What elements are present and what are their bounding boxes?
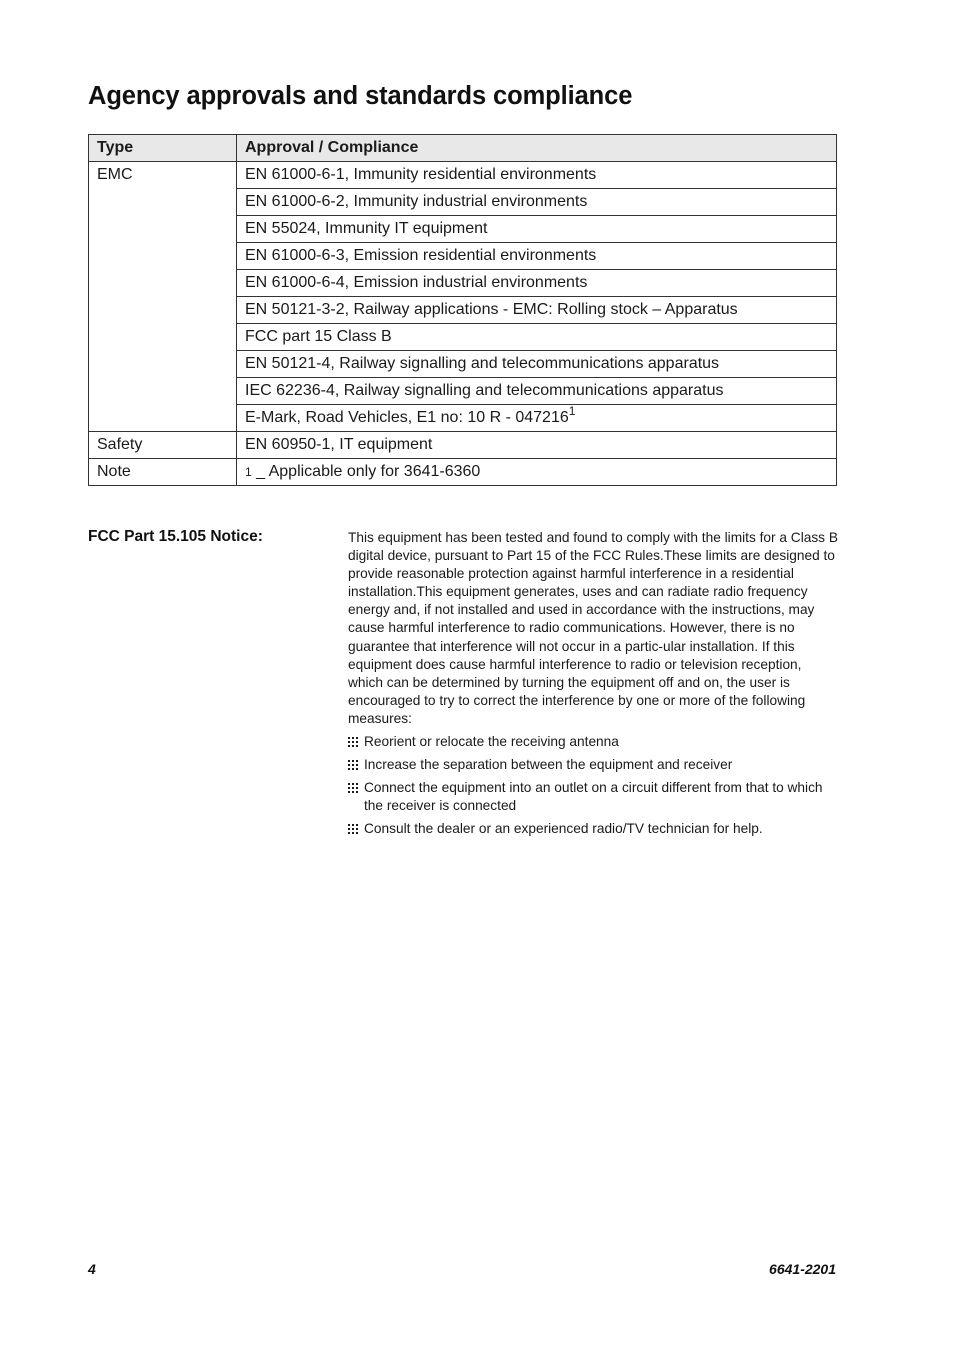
approval-cell-emark <box>237 405 837 432</box>
page-number: 4 <box>88 1261 96 1277</box>
table-row <box>89 432 837 459</box>
note-cell <box>237 459 837 486</box>
page-title: Agency approvals and standards compliance <box>88 82 633 110</box>
type-cell-emc: EMC <box>89 162 237 432</box>
approval-cell: EN 50121-4, Railway signalling and telecommunications apparatus <box>237 351 837 378</box>
column-header-approval: Approval / Compliance <box>237 135 837 162</box>
list-item <box>348 733 838 751</box>
list-item <box>348 756 838 774</box>
type-cell-safety: Safety <box>89 432 237 459</box>
measures-list <box>348 733 838 838</box>
approval-cell: EN 61000-6-3, Emission residential environments <box>237 243 837 270</box>
table-row <box>89 459 837 486</box>
bullet-icon <box>348 783 358 793</box>
column-header-type: Type <box>89 135 237 162</box>
list-item <box>348 779 838 815</box>
document-number: 6641-2201 <box>769 1261 836 1277</box>
bullet-icon <box>348 824 358 834</box>
fcc-notice <box>348 529 838 844</box>
approvals-table <box>88 134 837 486</box>
type-cell-note: Note <box>89 459 237 486</box>
bullet-icon <box>348 737 358 747</box>
fcc-heading: FCC Part 15.105 Notice: <box>88 528 263 545</box>
list-item <box>348 820 838 838</box>
approval-cell: EN 61000-6-1, Immunity residential environments <box>237 162 837 189</box>
footnote-marker: 1 <box>245 465 252 479</box>
measure-text: Reorient or relocate the receiving antenna <box>364 734 619 750</box>
fcc-paragraph: This equipment has been tested and found to comply with the limits for a Class B digital device, pursuant to Part 15 of the FCC Rules.These limits are designed to provide reasonable protection against harmful interference in a residential installation.This equipment generates, uses and can radiate radio frequency energy and, if not installed and used in accordance with the instructions, may cause harmful interference to radio communications. However, there is no guarantee that interference will not occur in a partic-ular installation. If this equipment does cause harmful interference to radio or television reception, which can be determined by turning the equipment off and on, the user is encouraged to try to correct the interference by one or more of the following measures: <box>348 530 838 726</box>
approval-cell: IEC 62236-4, Railway signalling and telecommunications apparatus <box>237 378 837 405</box>
table-row <box>89 162 837 189</box>
measure-text: Consult the dealer or an experienced radio/TV technician for help. <box>364 821 763 837</box>
approval-cell: EN 61000-6-2, Immunity industrial environments <box>237 189 837 216</box>
note-text: _ Applicable only for 3641-6360 <box>256 463 481 480</box>
approval-cell: EN 60950-1, IT equipment <box>237 432 837 459</box>
footnote-marker: 1 <box>568 404 576 418</box>
bullet-icon <box>348 760 358 770</box>
approval-cell: EN 61000-6-4, Emission industrial environments <box>237 270 837 297</box>
measure-text: Increase the separation between the equipment and receiver <box>364 757 733 773</box>
measure-text: Connect the equipment into an outlet on a circuit different from that to which the receiver is connected <box>364 780 823 814</box>
approval-cell: EN 50121-3-2, Railway applications - EMC: Rolling stock – Apparatus <box>237 297 837 324</box>
table-header-row <box>89 135 837 162</box>
approval-text: E-Mark, Road Vehicles, E1 no: 10 R - 047216 <box>245 409 569 426</box>
approval-cell: EN 55024, Immunity IT equipment <box>237 216 837 243</box>
approval-cell: FCC part 15 Class B <box>237 324 837 351</box>
